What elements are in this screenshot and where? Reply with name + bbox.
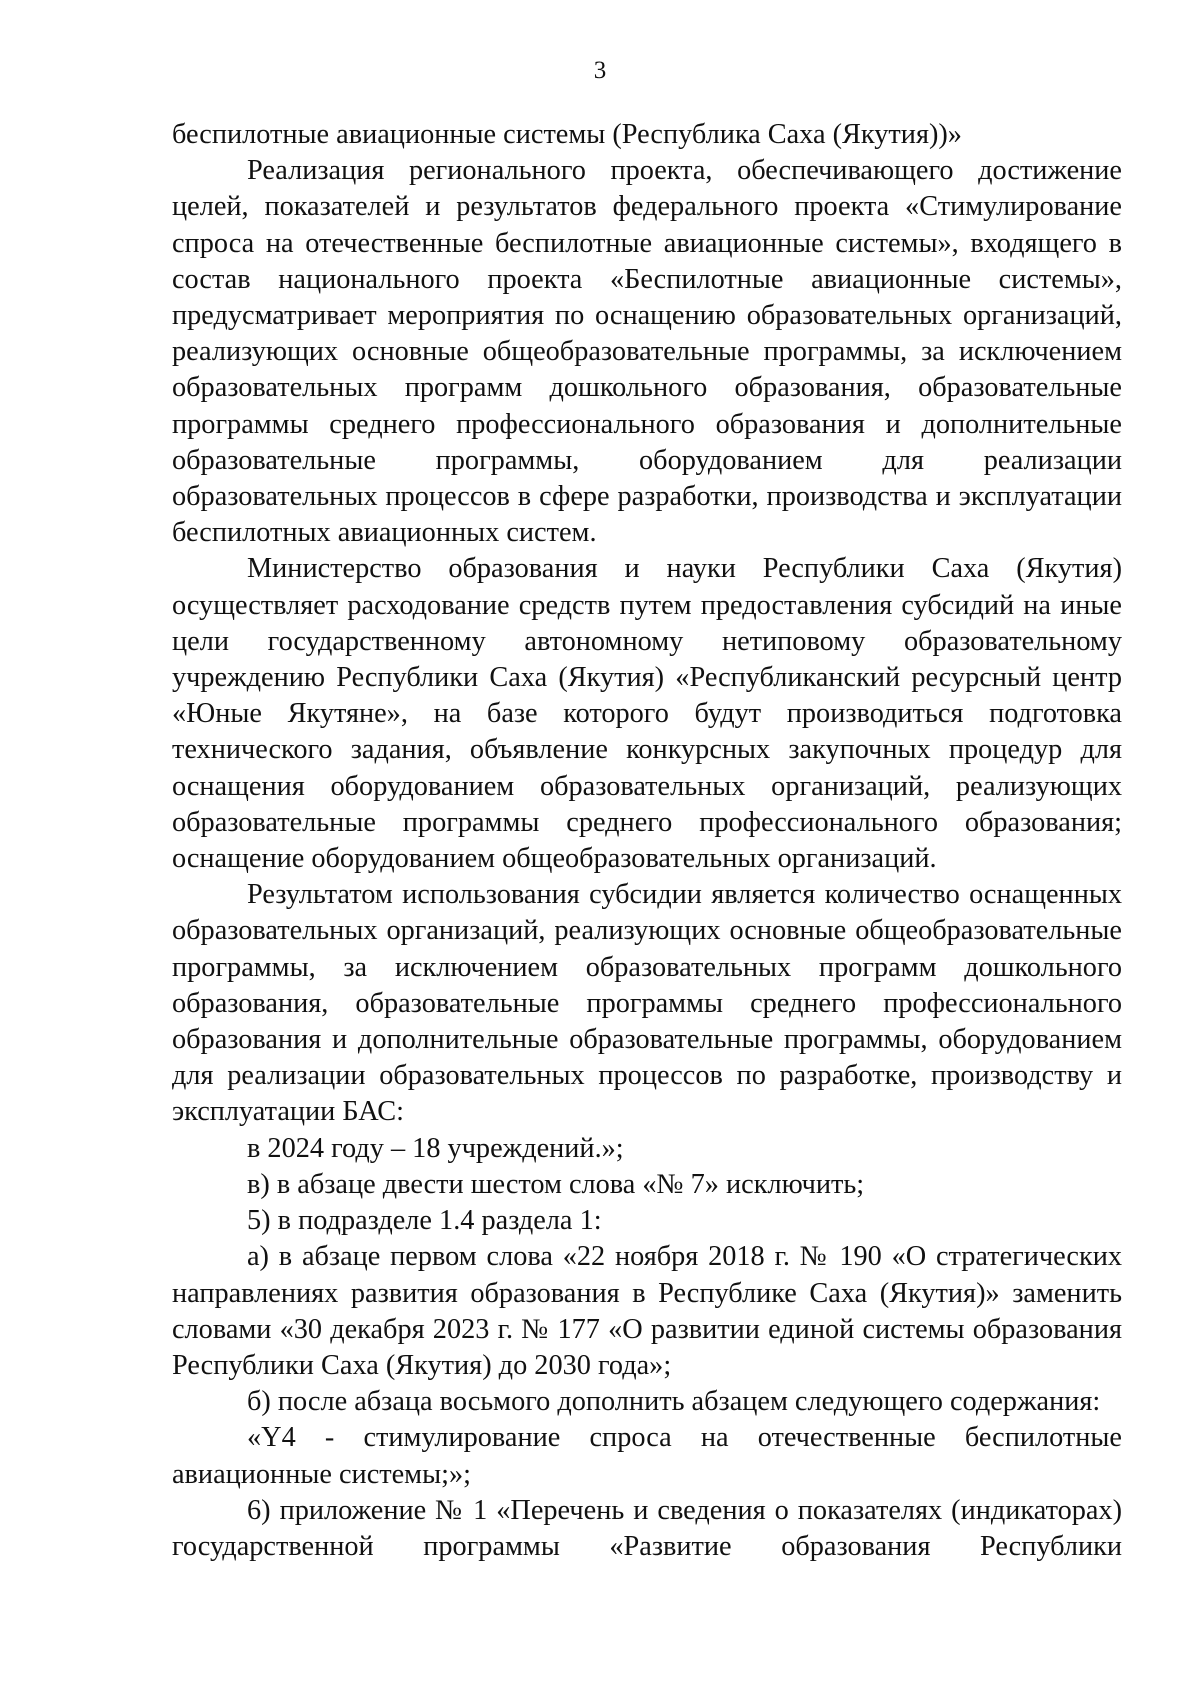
paragraph-subsidy-result: Результатом использования субсидии является количество оснащенных образовательных организаций, реализующих основные общеобразовательные программы, за исключением образовательных программ дошкольного образования, образовательные программы среднего профессионального образования и дополнительные образовательные программы, оборудованием для реализации образовательных процессов по разработке, производству и эксплуатации БАС: — [172, 879, 1122, 1128]
paragraph-regional-project: Реализация регионального проекта, обеспечивающего достижение целей, показателей и результатов федерального проекта «Стимулирование спроса на отечественные беспилотные авиационные системы», входящего в состав национального проекта «Беспилотные авиационные системы», предусматривает мероприятия по оснащению образовательных организаций, реализующих основные общеобразовательные программы, за исключением образовательных программ дошкольного образования, образовательные программы среднего профессионального образования и дополнительные образовательные программы, оборудованием для реализации образовательных процессов в сфере разработки, производства и эксплуатации беспилотных авиационных систем. — [172, 155, 1122, 549]
paragraph-2024-count: в 2024 году – 18 учреждений.»; — [247, 1132, 624, 1164]
paragraph-y4: «Y4 - стимулирование спроса на отечественные беспилотные авиационные системы;»; — [172, 1422, 1122, 1490]
paragraph-amendment-v: в) в абзаце двести шестом слова «№ 7» исключить; — [247, 1168, 865, 1200]
paragraph-amendment-6: 6) приложение № 1 «Перечень и сведения о показателях (индикаторах) государственной программы «Развитие образования Республики — [172, 1494, 1122, 1562]
document-body — [172, 117, 1122, 1565]
page-number: 3 — [593, 57, 607, 84]
paragraph-amendment-a: а) в абзаце первом слова «22 ноября 2018 г. № 190 «О стратегических направлениях развития образования в Республике Саха (Якутия)» заменить словами «30 декабря 2023 г. № 177 «О развитии единой системы образования Республики Саха (Якутия) до 2030 года»; — [172, 1241, 1122, 1381]
paragraph-ministry: Министерство образования и науки Республики Саха (Якутия) осуществляет расходование средств путем предоставления субсидий на иные цели государственному автономному нетиповому образовательному учреждению Республики Саха (Якутия) «Республиканский ресурсный центр «Юные Якутяне», на базе которого будут производиться подготовка технического задания, объявление конкурсных закупочных процедур для оснащения оборудованием образовательных организаций, реализующих образовательные программы среднего профессионального образования; оснащение оборудованием общеобразовательных организаций. — [172, 553, 1122, 875]
paragraph-continuation: беспилотные авиационные системы (Республика Саха (Якутия))» — [172, 119, 962, 150]
paragraph-amendment-5: 5) в подразделе 1.4 раздела 1: — [247, 1205, 602, 1237]
paragraph-amendment-b: б) после абзаца восьмого дополнить абзацем следующего содержания: — [247, 1386, 1101, 1418]
